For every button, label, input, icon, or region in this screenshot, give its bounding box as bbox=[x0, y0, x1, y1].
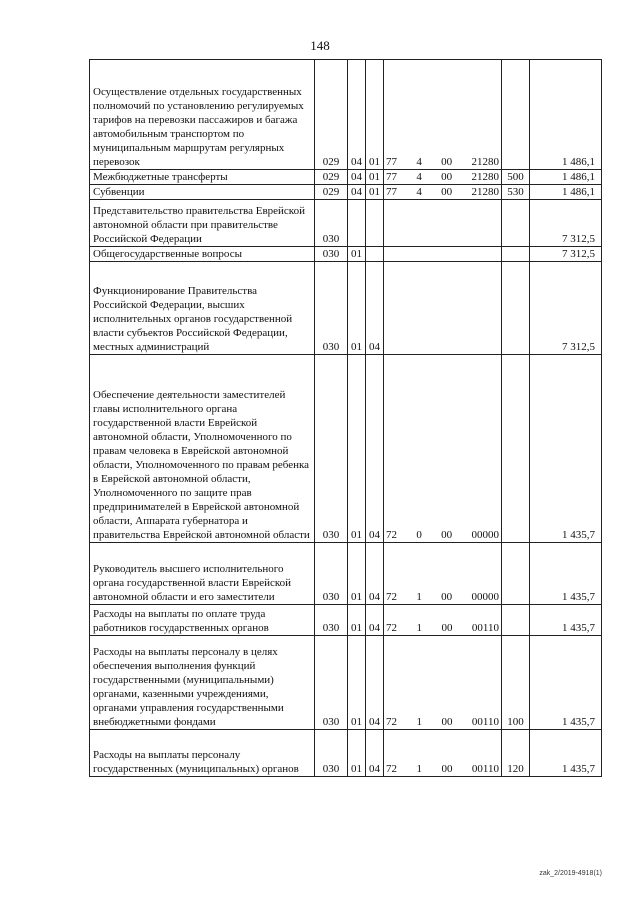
page-number: 148 bbox=[310, 38, 330, 53]
target-article-code bbox=[386, 185, 499, 199]
subsection-code-cell: 04 bbox=[366, 355, 384, 543]
expense-type-cell bbox=[502, 355, 530, 543]
table-row bbox=[90, 543, 602, 605]
target-article-subprogram: 1 bbox=[416, 716, 422, 728]
target-article-group: 00 bbox=[441, 622, 453, 634]
subsection-code-cell: 01 bbox=[366, 170, 384, 185]
subsection-code-cell: 04 bbox=[366, 730, 384, 777]
target-article-group: 00 bbox=[441, 156, 453, 168]
item-name-cell: Представительство правительства Еврейской автономной области при правительстве Российской Федерации bbox=[90, 200, 315, 247]
target-article-group: 00 bbox=[441, 591, 453, 603]
target-article-program: 77 bbox=[386, 171, 397, 183]
target-article-code bbox=[386, 155, 499, 169]
department-code-cell: 030 bbox=[315, 247, 348, 262]
item-name-cell: Функционирование Правительства Российской Федерации, высших исполнительных органов государственной власти субъектов Российской Федерации, местных администраций bbox=[90, 262, 315, 355]
target-article-subprogram: 4 bbox=[416, 156, 422, 168]
table-row bbox=[90, 185, 602, 200]
target-article-cell bbox=[384, 247, 502, 262]
section-code-cell: 01 bbox=[348, 605, 366, 636]
target-article-program: 72 bbox=[386, 591, 397, 603]
expense-type-cell bbox=[502, 200, 530, 247]
target-article-group: 00 bbox=[441, 529, 453, 541]
table-body bbox=[90, 60, 602, 777]
section-code-cell: 01 bbox=[348, 730, 366, 777]
item-name-cell: Обеспечение деятельности заместителей главы исполнительного органа государственной власти Еврейской автономной области, Уполномоченного по правам человека в Еврейской автономной области, Уполномоченного по правам ребенка в Еврейской автономной области, Уполномоченного по защите прав предпринимателей в Еврейской автономной области, Аппарата губернатора и правительства Еврейской автономной области bbox=[90, 355, 315, 543]
expense-type-cell: 530 bbox=[502, 185, 530, 200]
item-name-cell: Расходы на выплаты персоналу в целях обеспечения выполнения функций государственными (муниципальными) органами, казенными учреждениями, органами управления государственными внебюджетными фондами bbox=[90, 636, 315, 730]
target-article-subprogram: 1 bbox=[416, 763, 422, 775]
department-code-cell: 029 bbox=[315, 170, 348, 185]
department-code-cell: 029 bbox=[315, 185, 348, 200]
target-article-subprogram: 1 bbox=[416, 591, 422, 603]
expense-type-cell bbox=[502, 543, 530, 605]
section-code-cell: 04 bbox=[348, 170, 366, 185]
section-code-cell: 01 bbox=[348, 355, 366, 543]
target-article-cell bbox=[384, 605, 502, 636]
target-article-direction: 00110 bbox=[471, 622, 499, 634]
target-article-code bbox=[386, 621, 499, 635]
table-row bbox=[90, 60, 602, 170]
target-article-group: 00 bbox=[441, 763, 453, 775]
expense-type-cell bbox=[502, 60, 530, 170]
target-article-code bbox=[386, 170, 499, 184]
item-name-cell: Межбюджетные трансферты bbox=[90, 170, 315, 185]
table-row bbox=[90, 200, 602, 247]
amount-cell: 1 486,1 bbox=[530, 185, 602, 200]
target-article-direction: 21280 bbox=[471, 186, 499, 198]
expense-type-cell: 100 bbox=[502, 636, 530, 730]
target-article-direction: 00000 bbox=[471, 591, 499, 603]
department-code-cell: 030 bbox=[315, 355, 348, 543]
target-article-direction: 00110 bbox=[471, 763, 499, 775]
amount-cell: 7 312,5 bbox=[530, 262, 602, 355]
amount-cell: 1 435,7 bbox=[530, 730, 602, 777]
expense-type-cell: 500 bbox=[502, 170, 530, 185]
department-code-cell: 030 bbox=[315, 262, 348, 355]
target-article-cell bbox=[384, 185, 502, 200]
target-article-cell bbox=[384, 200, 502, 247]
subsection-code-cell: 01 bbox=[366, 185, 384, 200]
target-article-subprogram: 0 bbox=[416, 529, 422, 541]
item-name-cell: Осуществление отдельных государственных полномочий по установлению регулируемых тарифов на перевозки пассажиров и багажа автомобильным транспортом по муниципальным маршрутам регулярных перевозок bbox=[90, 60, 315, 170]
target-article-cell bbox=[384, 262, 502, 355]
amount-cell: 7 312,5 bbox=[530, 200, 602, 247]
section-code-cell: 01 bbox=[348, 247, 366, 262]
amount-cell: 1 435,7 bbox=[530, 543, 602, 605]
target-article-program: 72 bbox=[386, 529, 397, 541]
amount-cell: 1 435,7 bbox=[530, 605, 602, 636]
table-row bbox=[90, 247, 602, 262]
subsection-code-cell: 04 bbox=[366, 262, 384, 355]
department-code-cell: 030 bbox=[315, 605, 348, 636]
subsection-code-cell: 04 bbox=[366, 543, 384, 605]
item-name-cell: Расходы на выплаты персоналу государственных (муниципальных) органов bbox=[90, 730, 315, 777]
target-article-cell bbox=[384, 730, 502, 777]
section-code-cell: 01 bbox=[348, 262, 366, 355]
target-article-code bbox=[386, 715, 499, 729]
table-row bbox=[90, 730, 602, 777]
target-article-group: 00 bbox=[441, 171, 453, 183]
target-article-program: 77 bbox=[386, 186, 397, 198]
target-article-subprogram: 4 bbox=[416, 186, 422, 198]
target-article-subprogram: 4 bbox=[416, 171, 422, 183]
target-article-group: 00 bbox=[441, 716, 453, 728]
table-row bbox=[90, 355, 602, 543]
section-code-cell: 01 bbox=[348, 543, 366, 605]
table-row bbox=[90, 605, 602, 636]
amount-cell: 1 435,7 bbox=[530, 355, 602, 543]
document-code: zak_2/2019-4918(1) bbox=[539, 870, 602, 877]
section-code-cell: 04 bbox=[348, 60, 366, 170]
item-name-cell: Субвенции bbox=[90, 185, 315, 200]
item-name-cell: Расходы на выплаты по оплате труда работников государственных органов bbox=[90, 605, 315, 636]
department-code-cell: 030 bbox=[315, 543, 348, 605]
amount-cell: 7 312,5 bbox=[530, 247, 602, 262]
subsection-code-cell bbox=[366, 200, 384, 247]
section-code-cell: 04 bbox=[348, 185, 366, 200]
target-article-code bbox=[386, 528, 499, 542]
target-article-subprogram: 1 bbox=[416, 622, 422, 634]
department-code-cell: 030 bbox=[315, 200, 348, 247]
target-article-cell bbox=[384, 170, 502, 185]
expense-type-cell bbox=[502, 262, 530, 355]
amount-cell: 1 486,1 bbox=[530, 170, 602, 185]
subsection-code-cell: 04 bbox=[366, 605, 384, 636]
target-article-program: 72 bbox=[386, 716, 397, 728]
department-code-cell: 029 bbox=[315, 60, 348, 170]
table-row bbox=[90, 170, 602, 185]
budget-table bbox=[89, 59, 602, 777]
subsection-code-cell: 04 bbox=[366, 636, 384, 730]
target-article-group: 00 bbox=[441, 186, 453, 198]
item-name-cell: Общегосударственные вопросы bbox=[90, 247, 315, 262]
expense-type-cell: 120 bbox=[502, 730, 530, 777]
table-row bbox=[90, 262, 602, 355]
department-code-cell: 030 bbox=[315, 636, 348, 730]
amount-cell: 1 486,1 bbox=[530, 60, 602, 170]
expense-type-cell bbox=[502, 247, 530, 262]
subsection-code-cell: 01 bbox=[366, 60, 384, 170]
target-article-program: 72 bbox=[386, 763, 397, 775]
target-article-code bbox=[386, 590, 499, 604]
subsection-code-cell bbox=[366, 247, 384, 262]
expense-type-cell bbox=[502, 605, 530, 636]
item-name-cell: Руководитель высшего исполнительного органа государственной власти Еврейской автономной области и его заместители bbox=[90, 543, 315, 605]
target-article-program: 77 bbox=[386, 156, 397, 168]
target-article-cell bbox=[384, 636, 502, 730]
department-code-cell: 030 bbox=[315, 730, 348, 777]
target-article-cell bbox=[384, 60, 502, 170]
section-code-cell bbox=[348, 200, 366, 247]
table-row bbox=[90, 636, 602, 730]
target-article-program: 72 bbox=[386, 622, 397, 634]
target-article-direction: 00000 bbox=[471, 529, 499, 541]
target-article-code bbox=[386, 762, 499, 776]
target-article-cell bbox=[384, 543, 502, 605]
amount-cell: 1 435,7 bbox=[530, 636, 602, 730]
section-code-cell: 01 bbox=[348, 636, 366, 730]
target-article-direction: 21280 bbox=[471, 156, 499, 168]
target-article-cell bbox=[384, 355, 502, 543]
target-article-direction: 00110 bbox=[471, 716, 499, 728]
target-article-direction: 21280 bbox=[471, 171, 499, 183]
